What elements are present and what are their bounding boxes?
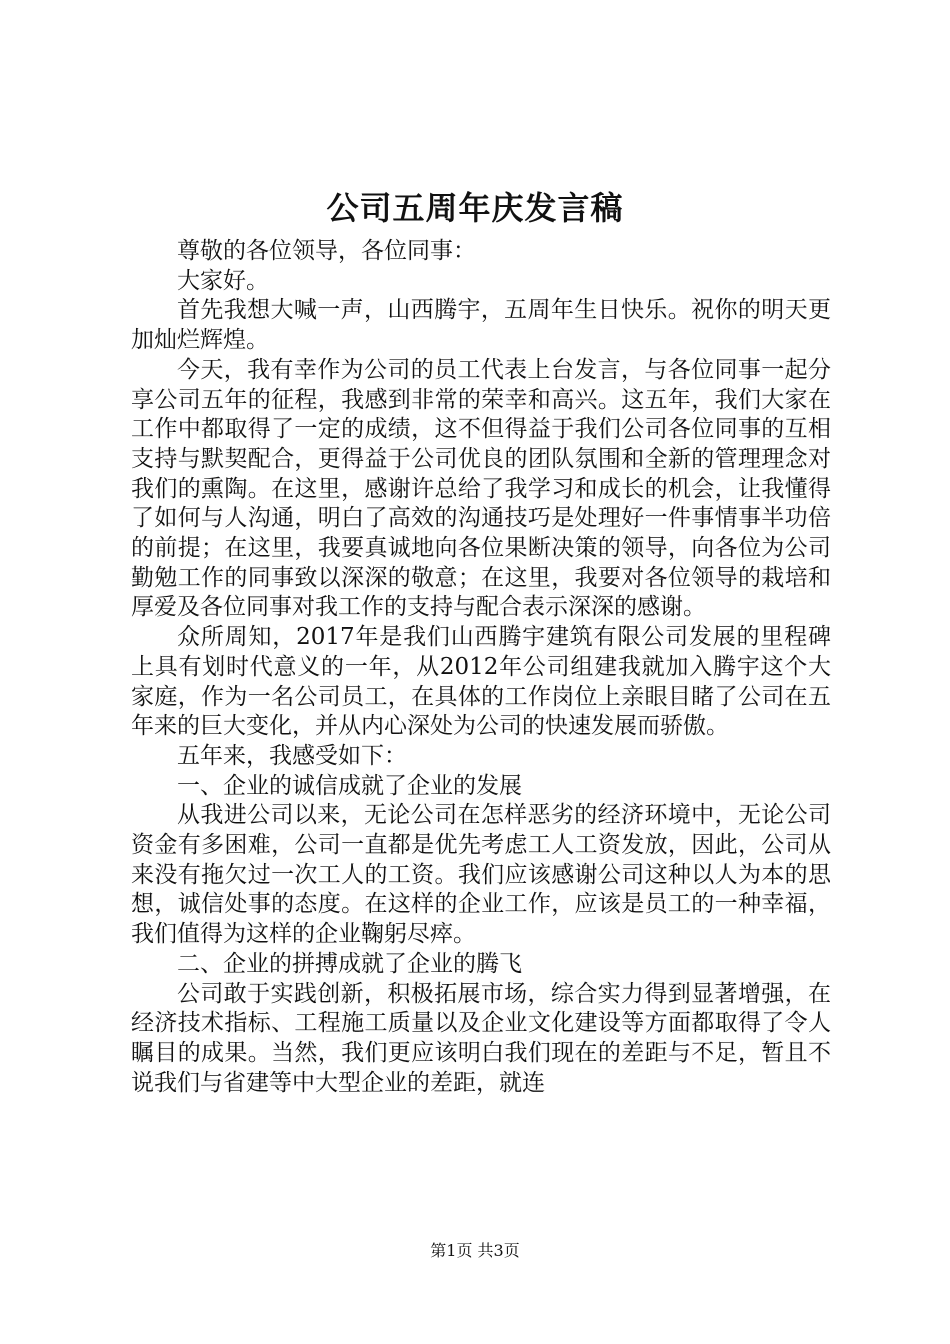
section-heading: 二、企业的拼搏成就了企业的腾飞 — [177, 950, 522, 977]
document-title: 公司五周年庆发言稿 — [326, 189, 624, 227]
paragraph: 首先我想大喊一声，山西腾宇，五周年生日快乐。祝你的明天更加灿烂辉煌。 — [131, 297, 831, 354]
paragraph: 从我进公司以来，无论公司在怎样恶劣的经济环境中，无论公司资金有多困难，公司一直都是优先考虑工人工资发放，因此，公司从来没有拖欠过一次工人的工资。我们应该感谢公司这种以人为本的思想，诚信处事的态度。在这样的企业工作，应该是员工的一种幸福，我们值得为这样的企业鞠躬尽瘁。 — [131, 802, 831, 948]
paragraph: 五年来，我感受如下： — [177, 742, 407, 769]
paragraph: 众所周知，2017年是我们山西腾宇建筑有限公司发展的里程碑上具有划时代意义的一年，从2012年公司组建我就加入腾宇这个大家庭，作为一名公司员工，在具体的工作岗位上亲眼目睹了公司在五年来的巨大变化，并从内心深处为公司的快速发展而骄傲。 — [131, 624, 831, 740]
page-footer: 第1页 共3页 — [430, 1241, 520, 1260]
section-heading: 一、企业的诚信成就了企业的发展 — [177, 772, 522, 799]
paragraph-greeting: 大家好。 — [177, 267, 269, 294]
paragraph-salutation: 尊敬的各位领导，各位同事： — [177, 238, 476, 264]
paragraph: 公司敢于实践创新，积极拓展市场，综合实力得到显著增强，在经济技术指标、工程施工质量以及企业文化建设等方面都取得了令人瞩目的成果。当然，我们更应该明白我们现在的差距与不足，暂且不说我们与省建等中大型企业的差距，就连 — [131, 980, 831, 1096]
document-body — [131, 237, 831, 1098]
paragraph: 今天，我有幸作为公司的员工代表上台发言，与各位同事一起分享公司五年的征程，我感到非常的荣幸和高兴。这五年，我们大家在工作中都取得了一定的成绩，这不但得益于我们公司各位同事的互相支持与默契配合，更得益于公司优良的团队氛围和全新的管理理念对我们的熏陶。在这里，感谢许总给了我学习和成长的机会，让我懂得了如何与人沟通，明白了高效的沟通技巧是处理好一件事情事半功倍的前提；在这里，我要真诚地向各位果断决策的领导，向各位为公司勤勉工作的同事致以深深的敬意；在这里，我要对各位领导的栽培和厚爱及各位同事对我工作的支持与配合表示深深的感谢。 — [131, 356, 831, 621]
